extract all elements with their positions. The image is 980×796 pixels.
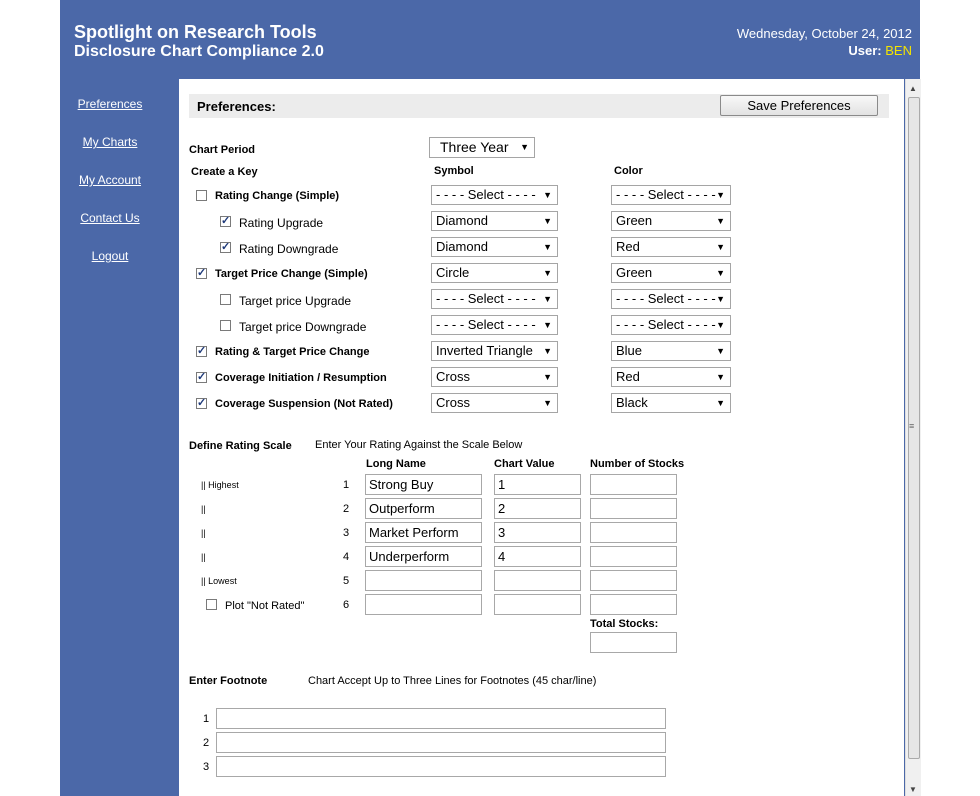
- scale-marker: || Lowest: [201, 576, 237, 586]
- chevron-down-icon: ▼: [543, 268, 552, 278]
- key-color-value: Red: [616, 239, 640, 254]
- key-symbol-select[interactable]: [431, 211, 558, 231]
- footnote-line-field[interactable]: [216, 732, 666, 753]
- chevron-down-icon: ▼: [543, 346, 552, 356]
- key-symbol-select[interactable]: [431, 315, 558, 335]
- key-row-label: Target price Downgrade: [239, 320, 367, 334]
- key-symbol-value: - - - - Select - - - -: [436, 317, 536, 332]
- footnote-line-field[interactable]: [216, 756, 666, 777]
- scale-marker: ||: [201, 552, 206, 562]
- plot-not-rated-checkbox[interactable]: [206, 599, 217, 610]
- number-of-stocks-field[interactable]: [590, 498, 677, 519]
- key-color-select[interactable]: [611, 341, 731, 361]
- number-of-stocks-field[interactable]: [590, 474, 677, 495]
- scroll-up-arrow-icon[interactable]: ▲: [909, 84, 917, 93]
- chart-value-field[interactable]: [494, 570, 581, 591]
- chevron-down-icon: ▼: [716, 320, 725, 330]
- key-row-label: Rating & Target Price Change: [215, 346, 370, 358]
- chart-value-field[interactable]: [494, 594, 581, 615]
- chart-period-select[interactable]: [429, 137, 535, 158]
- key-symbol-value: Diamond: [436, 213, 489, 228]
- rating-scale-title: Define Rating Scale: [189, 440, 292, 452]
- nav-my-charts[interactable]: My Charts: [82, 135, 138, 149]
- key-color-select[interactable]: [611, 237, 731, 257]
- key-color-value: Green: [616, 265, 653, 280]
- scale-row-number: 6: [343, 599, 350, 611]
- key-checkbox[interactable]: [220, 294, 231, 305]
- chevron-down-icon: ▼: [716, 242, 725, 252]
- key-color-value: Black: [616, 395, 648, 410]
- scale-row-number: 3: [343, 527, 350, 539]
- number-of-stocks-field[interactable]: [590, 570, 677, 591]
- scale-row-number: 2: [343, 503, 350, 515]
- scale-marker: || Highest: [201, 480, 239, 490]
- number-of-stocks-field[interactable]: [590, 522, 677, 543]
- current-date: Wednesday, October 24, 2012: [736, 26, 912, 41]
- chevron-down-icon: ▼: [543, 216, 552, 226]
- total-stocks-field[interactable]: [590, 632, 677, 653]
- long-name-field[interactable]: Underperform: [365, 546, 482, 567]
- key-color-value: - - - - Select - - - -: [616, 317, 716, 332]
- chevron-down-icon: ▼: [543, 242, 552, 252]
- symbol-header: Symbol: [434, 165, 474, 177]
- footnote-line-number: 1: [203, 713, 210, 725]
- key-row-label: Target price Upgrade: [239, 294, 352, 308]
- key-symbol-select[interactable]: [431, 263, 558, 283]
- chevron-down-icon: ▼: [543, 372, 552, 382]
- long-name-field[interactable]: Market Perform: [365, 522, 482, 543]
- key-color-select[interactable]: [611, 185, 731, 205]
- scale-row-number: 4: [343, 551, 350, 563]
- key-checkbox[interactable]: [220, 216, 231, 227]
- app-subtitle: Disclosure Chart Compliance 2.0: [74, 43, 324, 60]
- key-checkbox[interactable]: [196, 190, 207, 201]
- key-symbol-value: Circle: [436, 265, 470, 280]
- chevron-down-icon: ▼: [716, 398, 725, 408]
- create-key-label: Create a Key: [191, 166, 258, 178]
- footnote-line-field[interactable]: [216, 708, 666, 729]
- key-symbol-select[interactable]: [431, 367, 558, 387]
- save-preferences-button[interactable]: Save Preferences: [720, 95, 878, 116]
- nav-my-account[interactable]: My Account: [78, 173, 142, 187]
- key-color-select[interactable]: [611, 315, 731, 335]
- number-of-stocks-field[interactable]: [590, 594, 677, 615]
- col-chart-value: Chart Value: [494, 458, 555, 470]
- nav-preferences[interactable]: Preferences: [77, 97, 143, 111]
- rating-scale-instruction: Enter Your Rating Against the Scale Below: [315, 439, 523, 451]
- chevron-down-icon: ▼: [716, 190, 725, 200]
- chevron-down-icon: ▼: [716, 216, 725, 226]
- key-color-value: Red: [616, 369, 640, 384]
- color-header: Color: [614, 165, 643, 177]
- key-row-label: Rating Upgrade: [239, 216, 324, 230]
- total-stocks-label: Total Stocks:: [590, 618, 659, 630]
- key-color-value: - - - - Select - - - -: [616, 187, 716, 202]
- key-color-select[interactable]: [611, 289, 731, 309]
- user-name: BEN: [885, 43, 912, 58]
- long-name-field[interactable]: Outperform: [365, 498, 482, 519]
- chevron-down-icon: ▼: [543, 320, 552, 330]
- footnote-instruction: Chart Accept Up to Three Lines for Footnotes (45 char/line): [308, 675, 597, 687]
- chart-period-label: Chart Period: [189, 144, 256, 156]
- key-checkbox[interactable]: [220, 242, 231, 253]
- scale-row-number: 5: [343, 575, 350, 587]
- key-color-value: - - - - Select - - - -: [616, 291, 716, 306]
- key-color-select[interactable]: [611, 211, 731, 231]
- key-symbol-value: - - - - Select - - - -: [436, 291, 536, 306]
- key-checkbox[interactable]: [196, 346, 207, 357]
- user-label: User:: [848, 43, 882, 58]
- footnote-line-number: 2: [203, 737, 210, 749]
- chevron-down-icon: ▼: [716, 372, 725, 382]
- col-long-name: Long Name: [366, 458, 426, 470]
- long-name-field[interactable]: [365, 594, 482, 615]
- key-symbol-select[interactable]: [431, 237, 558, 257]
- key-checkbox[interactable]: [196, 372, 207, 383]
- nav-logout[interactable]: Logout: [91, 249, 129, 263]
- key-symbol-value: Diamond: [436, 239, 489, 254]
- chart-value-field[interactable]: 2: [494, 498, 581, 519]
- key-symbol-select[interactable]: [431, 393, 558, 413]
- key-color-select[interactable]: [611, 393, 731, 413]
- chart-value-field[interactable]: 3: [494, 522, 581, 543]
- key-row-label: Target Price Change (Simple): [215, 268, 368, 280]
- chevron-down-icon: ▼: [716, 294, 725, 304]
- key-row-label: Coverage Initiation / Resumption: [215, 372, 387, 384]
- key-symbol-value: Cross: [436, 369, 470, 384]
- chevron-down-icon: ▼: [543, 294, 552, 304]
- scale-marker: ||: [201, 504, 206, 514]
- nav-contact-us[interactable]: Contact Us: [80, 211, 140, 225]
- chevron-down-icon: ▼: [543, 398, 552, 408]
- key-symbol-value: Inverted Triangle: [436, 343, 533, 358]
- key-checkbox[interactable]: [196, 268, 207, 279]
- col-number-of-stocks: Number of Stocks: [590, 458, 685, 470]
- key-symbol-select[interactable]: [431, 289, 558, 309]
- key-row-label: Rating Downgrade: [239, 242, 339, 256]
- chevron-down-icon: ▼: [543, 190, 552, 200]
- scale-row-number: 1: [343, 479, 350, 491]
- key-color-select[interactable]: [611, 367, 731, 387]
- key-symbol-value: - - - - Select - - - -: [436, 187, 536, 202]
- chevron-down-icon: ▼: [520, 142, 529, 152]
- key-row-label: Coverage Suspension (Not Rated): [215, 398, 393, 410]
- chevron-down-icon: ▼: [716, 268, 725, 278]
- chart-value-field[interactable]: 1: [494, 474, 581, 495]
- scale-marker: ||: [201, 528, 206, 538]
- key-row-label: Rating Change (Simple): [215, 190, 340, 202]
- key-color-value: Blue: [616, 343, 643, 358]
- chart-value-field[interactable]: 4: [494, 546, 581, 567]
- key-checkbox[interactable]: [196, 398, 207, 409]
- long-name-field[interactable]: Strong Buy: [365, 474, 482, 495]
- chart-period-value: Three Year: [440, 139, 509, 155]
- user-info: [848, 43, 912, 58]
- plot-not-rated-label: Plot "Not Rated": [225, 600, 305, 612]
- key-symbol-select[interactable]: [431, 185, 558, 205]
- chevron-down-icon: ▼: [716, 346, 725, 356]
- number-of-stocks-field[interactable]: [590, 546, 677, 567]
- app-title: Spotlight on Research Tools: [74, 22, 317, 42]
- footnote-line-number: 3: [203, 761, 210, 773]
- scroll-down-arrow-icon[interactable]: ▼: [909, 785, 917, 794]
- key-color-value: Green: [616, 213, 653, 228]
- preferences-title: Preferences:: [197, 99, 276, 114]
- footnote-title: Enter Footnote: [189, 675, 268, 687]
- scroll-grip-icon: ≡: [909, 421, 915, 431]
- key-color-select[interactable]: [611, 263, 731, 283]
- vertical-scrollbar[interactable]: [905, 79, 921, 796]
- key-checkbox[interactable]: [220, 320, 231, 331]
- key-symbol-select[interactable]: [431, 341, 558, 361]
- key-symbol-value: Cross: [436, 395, 470, 410]
- long-name-field[interactable]: [365, 570, 482, 591]
